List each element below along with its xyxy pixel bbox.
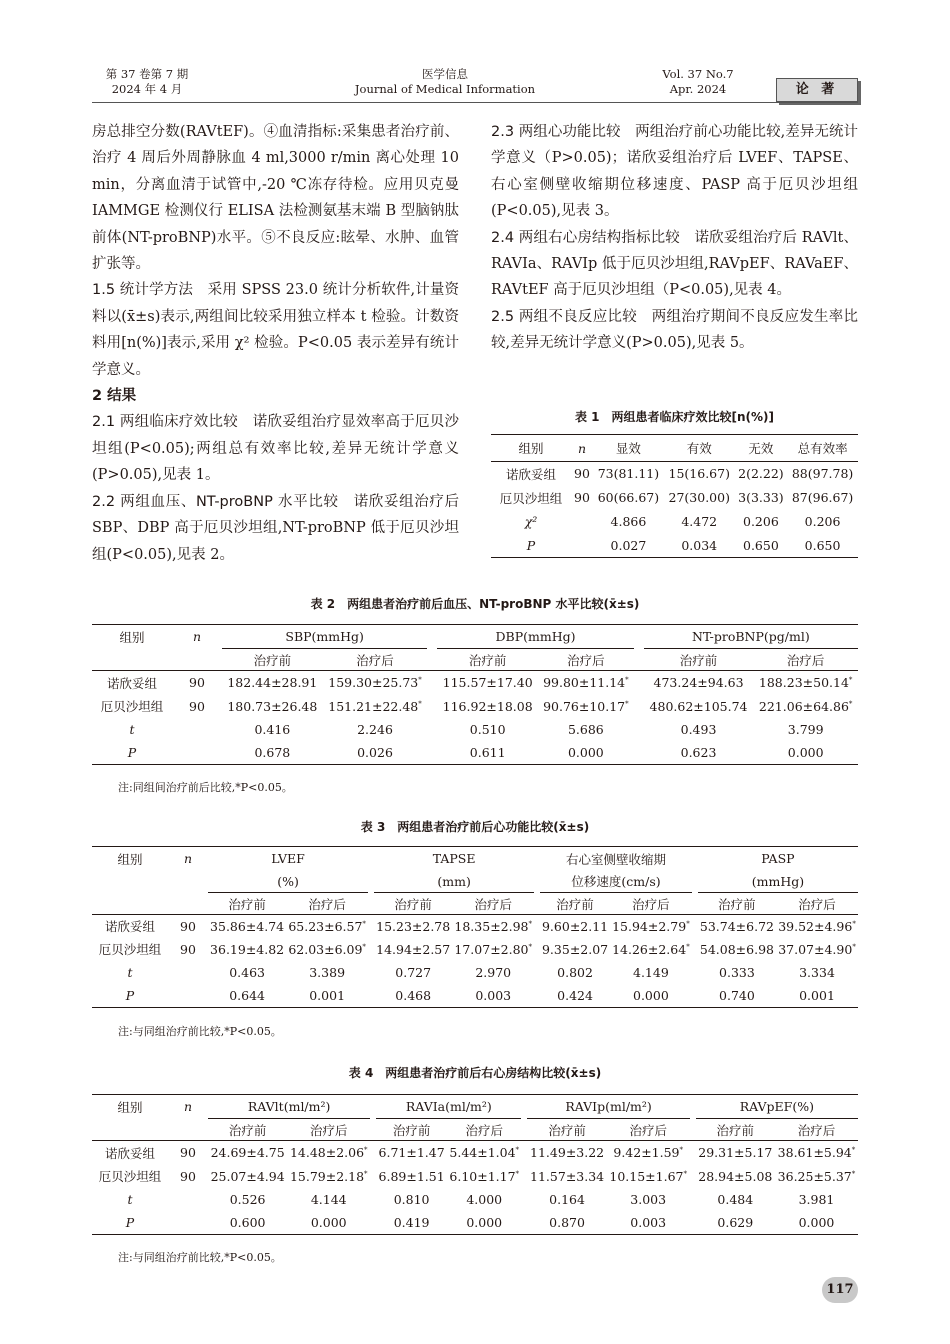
table4-header-group: 组别 — [117, 1099, 143, 1115]
table4-empty — [92, 1119, 168, 1141]
table4-sub-before: 治疗前 — [716, 1122, 755, 1138]
table3-cell: P — [125, 987, 135, 1003]
table4-cell — [168, 1211, 208, 1235]
table1-cell: χ² — [524, 514, 538, 529]
table2-gap — [634, 671, 644, 695]
table3-cell: 厄贝沙坦组 — [98, 942, 162, 957]
table3-cell: 0.802 — [557, 964, 593, 980]
table1-header-cell: 有效 — [686, 441, 712, 456]
table3-cell — [168, 984, 208, 1008]
table1-cell: 0.206 — [743, 514, 779, 529]
table2-gap — [427, 671, 437, 695]
table3-cell: 0.463 — [229, 964, 265, 980]
table4-cell: 4.000 — [466, 1191, 503, 1207]
table2-cell: P — [127, 744, 137, 760]
journal-name — [330, 67, 560, 97]
table2-cell: t — [129, 721, 135, 737]
table2-cell: 99.80±11.14* — [543, 675, 629, 691]
table1-cell: 90 — [574, 466, 590, 482]
table2-cell — [172, 741, 222, 765]
header-rule — [92, 102, 858, 103]
table4-caption: 表 4 两组患者治疗前后右心房结构比较(x̄±s) — [348, 1066, 602, 1080]
table2-gap — [427, 649, 437, 671]
section-2-3-body: 两组治疗前心功能比较,差异无统计学意义（P>0.05)；诺欣妥组治疗后 LVEF、TAPSE、右心室侧壁收缩期位移速度、PASP 高于厄贝沙坦组(P<0.05),见表 3。 — [491, 124, 859, 220]
table1-cell: 88(97.78) — [791, 466, 854, 482]
table4-cell: 0.629 — [717, 1214, 754, 1230]
table3-cell: 15.23±2.78 — [376, 918, 451, 934]
table3-header-rv: 右心室侧壁收缩期 — [565, 851, 666, 867]
table2-cell — [172, 718, 222, 741]
table1-header-cell: 组别 — [518, 441, 544, 456]
section-2-5-heading: 2.5 两组不良反应比较 — [491, 308, 637, 325]
table4-cell: 10.15±1.67* — [609, 1168, 687, 1184]
table4-cell: 0.526 — [229, 1191, 266, 1207]
table2-cell: 473.24±94.63 — [653, 675, 744, 691]
table2-cell: 480.62±105.74 — [649, 698, 748, 714]
table4-cell: 3.981 — [798, 1191, 835, 1207]
table3-unit-rv: 位移速度(cm/s) — [540, 871, 692, 893]
table3-header-pasp: PASP — [761, 851, 795, 867]
table4-cell — [168, 1188, 208, 1211]
table2-cell: 0.000 — [567, 744, 604, 760]
table1-cell: 0.650 — [804, 537, 841, 553]
table4-cell: 90 — [180, 1168, 196, 1184]
table3-empty — [92, 871, 168, 893]
table2-gap — [634, 718, 644, 741]
section-2-1-body: 诺欣妥组治疗显效率高于厄贝沙坦组(P<0.05);两组总有效率比较,差异无统计学意义(P>0.05),见表 1。 — [92, 414, 460, 484]
results-heading: 2 结果 — [92, 388, 137, 405]
table3-cell: 3.389 — [309, 964, 346, 980]
table2-gap — [427, 695, 437, 718]
section-2-3 — [491, 119, 858, 225]
table1-cell: 27(30.00) — [668, 490, 730, 505]
table4-cell: 3.003 — [630, 1191, 667, 1207]
table4-note: 注:与同组治疗前比较,*P<0.05。 — [118, 1251, 282, 1264]
table2-cell: 0.623 — [680, 744, 717, 760]
table2-header-n: n — [192, 629, 202, 645]
table4-cell: 4.144 — [310, 1191, 347, 1207]
journal-volume — [92, 67, 202, 97]
table4-cell: 0.003 — [630, 1214, 667, 1230]
table4-sub-after: 治疗后 — [465, 1122, 503, 1138]
table4-cell: 29.31±5.17 — [698, 1145, 773, 1161]
table3-cell: 4.149 — [633, 964, 669, 980]
table2-header-dbp: DBP(mmHg) — [437, 625, 633, 649]
table3-cell: 0.000 — [633, 987, 669, 1003]
table3-cell: 17.07±2.80* — [454, 941, 532, 957]
table3-cell: 37.07±4.90* — [778, 941, 856, 957]
table3-cell: 18.35±2.98* — [454, 918, 532, 934]
table4-cell: 5.44±1.04* — [449, 1145, 520, 1161]
table1-cell: 诺欣妥组 — [505, 466, 556, 482]
table3-note: 注:与同组治疗前比较,*P<0.05。 — [118, 1025, 282, 1038]
table3-cell: 诺欣妥组 — [104, 919, 155, 935]
table4-cell: 6.71±1.47 — [378, 1145, 445, 1161]
table3-cell: 2.970 — [475, 964, 512, 980]
table2-cell: 159.30±25.73* — [328, 675, 422, 691]
section-2-5-body: 两组治疗期间不良反应发生率比较,差异无统计学意义(P>0.05),见表 5。 — [491, 308, 859, 352]
table3-header-lvef: LVEF — [271, 851, 305, 867]
issue-date: 2024 年 4 月 — [111, 82, 183, 96]
table3-cell: 9.35±2.07 — [541, 941, 609, 957]
volume-issue: 第 37 卷第 7 期 — [105, 67, 189, 81]
table2-cell: 5.686 — [567, 721, 604, 737]
table3-cell: 9.60±2.11 — [541, 918, 609, 934]
table3-cell: t — [127, 964, 133, 980]
table1-cell: 15(16.67) — [668, 466, 730, 482]
table3-header-group: 组别 — [117, 851, 143, 867]
table4-sub-after: 治疗后 — [309, 1122, 348, 1138]
table4-header-ravpef: RAVpEF(%) — [696, 1095, 858, 1119]
table4-cell: 0.164 — [549, 1191, 585, 1207]
table4-cell: t — [127, 1191, 133, 1207]
section-2-4-body: 诺欣妥组治疗后 RAVlt、RAVIa、RAVIp 低于厄贝沙坦组,RAVpEF、RAVaEF、RAVtEF 高于厄贝沙坦组（P<0.05),见表 4。 — [491, 229, 859, 299]
section-badge: 论 著 — [776, 78, 858, 102]
table2-gap — [427, 625, 437, 649]
table3-cell: 90 — [180, 918, 196, 934]
table2-cell: 诺欣妥组 — [106, 675, 157, 691]
table1-cell: 4.472 — [681, 514, 718, 529]
table4-cell: 90 — [180, 1145, 196, 1161]
table4-sub-before: 治疗前 — [548, 1122, 586, 1138]
table3-sub-after: 治疗后 — [474, 896, 512, 912]
table1-cell: 73(81.11) — [597, 466, 660, 482]
table4-header-n: n — [183, 1099, 193, 1115]
table4-cell: 9.42±1.59* — [613, 1145, 684, 1161]
table4-header-ravia: RAVIa(ml/m²) — [376, 1095, 521, 1119]
table4-cell: 36.25±5.37* — [777, 1168, 856, 1184]
table3-unit-lvef: (%) — [208, 871, 368, 893]
table4-cell: 0.419 — [393, 1214, 430, 1230]
issue-date-en: Apr. 2024 — [669, 82, 727, 96]
table1-cell: 90 — [574, 490, 590, 505]
volume-issue-en: Vol. 37 No.7 — [662, 67, 734, 81]
table3-caption: 表 3 两组患者治疗前后心功能比较(x̄±s) — [360, 820, 590, 834]
table3 — [92, 846, 858, 1008]
table1-cell: P — [526, 537, 536, 553]
table1-cell: 厄贝沙坦组 — [499, 490, 563, 506]
table2-sub-before: 治疗前 — [468, 652, 507, 668]
table2-gap — [634, 695, 644, 718]
table1-caption: 表 1 两组患者临床疗效比较[n(%)] — [574, 410, 775, 424]
table2-header-ntprobnp: NT-proBNP(pg/ml) — [644, 625, 858, 649]
table3-cell: 14.94±2.57 — [376, 941, 451, 957]
table2-caption: 表 2 两组患者治疗前后血压、NT-proBNP 水平比较(x̄±s) — [310, 597, 640, 611]
table2-gap — [427, 718, 437, 741]
table3-empty — [168, 871, 208, 893]
table2-gap — [634, 741, 644, 765]
table4 — [92, 1094, 858, 1235]
table2-cell: 0.678 — [254, 744, 291, 760]
table3-cell: 15.94±2.79* — [612, 918, 690, 934]
table2-sub-after: 治疗后 — [356, 652, 394, 668]
table2-cell: 2.246 — [357, 721, 393, 737]
table4-cell: 6.10±1.17* — [449, 1168, 520, 1184]
table3-sub-after: 治疗后 — [632, 896, 670, 912]
table4-sub-before: 治疗前 — [228, 1122, 267, 1138]
table2-empty — [92, 649, 172, 671]
table3-cell: 0.333 — [719, 964, 755, 980]
table2-gap — [634, 649, 644, 671]
table1-cell: 0.034 — [681, 537, 718, 553]
table3-cell: 0.003 — [475, 987, 512, 1003]
table4-cell: P — [125, 1214, 135, 1230]
table3-header-tapse: TAPSE — [432, 851, 476, 867]
right-column — [491, 119, 858, 357]
table2-cell: 116.92±18.08 — [442, 698, 533, 714]
table3-unit-pasp: (mmHg) — [698, 871, 858, 893]
table2-cell: 0.493 — [680, 721, 717, 737]
table4-cell: 11.49±3.22 — [530, 1145, 605, 1161]
table3-cell: 0.727 — [395, 964, 432, 980]
methods-paragraph: 房总排空分数(RAVtEF)。④血清指标:采集患者治疗前、治疗 4 周后外周静脉血 4 ml,3000 r/min 离心处理 10 min，分离血清于试管中,-20 ℃冻存待检。应用贝克曼 IAMMGE 检测仪行 ELISA 法检测氨基末端 B 型脑钠肽前体(NT-proBNP)水平。⑤不良反应:眩晕、水肿、血管扩张等。 — [92, 124, 459, 273]
journal-name-cn: 医学信息 — [422, 67, 468, 81]
table2-cell: 0.416 — [254, 721, 291, 737]
table4-cell: 6.89±1.51 — [378, 1168, 445, 1184]
table3-cell: 0.468 — [395, 987, 432, 1003]
page-number: 117 — [822, 1277, 858, 1303]
table4-cell: 0.810 — [393, 1191, 430, 1207]
table2-cell: 厄贝沙坦组 — [100, 699, 164, 714]
table3-sub-before: 治疗前 — [718, 896, 756, 912]
table1-cell: 4.866 — [610, 514, 647, 529]
table2-cell: 90 — [189, 698, 205, 714]
table1 — [491, 434, 858, 558]
table3-empty — [92, 893, 168, 915]
table2-cell: 180.73±26.48 — [227, 698, 318, 714]
table2-cell: 151.21±22.48* — [328, 698, 422, 714]
section-2-2-heading: 2.2 两组血压、NT-proBNP 水平比较 — [92, 493, 339, 510]
table2-header-group: 组别 — [119, 629, 145, 645]
table1-header-cell: 显效 — [615, 441, 641, 456]
section-1-5-heading: 1.5 统计学方法 — [92, 282, 193, 299]
table2-cell: 182.44±28.91 — [227, 675, 318, 691]
table3-sub-after: 治疗后 — [798, 896, 836, 912]
section-2-5 — [491, 304, 858, 357]
table3-cell: 0.001 — [309, 987, 346, 1003]
table3-empty — [168, 893, 208, 915]
table2-header-sbp: SBP(mmHg) — [222, 625, 427, 649]
section-2-2 — [92, 489, 459, 568]
table2-cell: 0.000 — [787, 744, 824, 760]
table2-sub-after: 治疗后 — [786, 652, 825, 668]
table2-sub-after: 治疗后 — [567, 652, 605, 668]
table2-note: 注:同组间治疗前后比较,*P<0.05。 — [118, 781, 293, 794]
table4-header-ravip: RAVIp(ml/m²) — [527, 1095, 689, 1119]
table3-cell: 3.334 — [799, 964, 835, 980]
table2-gap — [427, 741, 437, 765]
table1-cell: 0.650 — [743, 537, 779, 553]
table1-header-cell: 总有效率 — [797, 441, 848, 456]
section-2-3-heading: 2.3 两组心功能比较 — [491, 124, 621, 140]
table1-cell: 0.206 — [804, 514, 841, 529]
table4-cell: 25.07±4.94 — [210, 1168, 285, 1184]
table2-sub-before: 治疗前 — [679, 652, 718, 668]
table1-header-cell: n — [577, 440, 587, 456]
table2-cell: 0.611 — [469, 744, 506, 760]
journal-name-en: Journal of Medical Information — [354, 82, 536, 96]
section-2-4-heading: 2.4 两组右心房结构指标比较 — [491, 229, 680, 246]
table3-cell: 54.08±6.98 — [699, 941, 774, 957]
table4-cell: 28.94±5.08 — [698, 1168, 773, 1184]
table3-sub-before: 治疗前 — [394, 896, 432, 912]
table4-sub-after: 治疗后 — [797, 1122, 836, 1138]
table2-cell: 3.799 — [787, 721, 824, 737]
table2-cell: 0.026 — [357, 744, 393, 760]
table3-sub-before: 治疗前 — [228, 896, 266, 912]
table2-cell: 188.23±50.14* — [758, 675, 853, 691]
table4-cell: 0.000 — [310, 1214, 347, 1230]
table4-cell: 0.600 — [229, 1214, 266, 1230]
table3-cell — [168, 961, 208, 984]
table3-cell: 35.86±4.74 — [210, 918, 285, 934]
table1-cell: 87(96.67) — [791, 490, 854, 505]
table1-cell: 3(3.33) — [738, 490, 784, 505]
table4-header-ravlt: RAVlt(ml/m²) — [208, 1095, 370, 1119]
table4-cell: 11.57±3.34 — [530, 1168, 605, 1184]
table4-sub-after: 治疗后 — [629, 1122, 667, 1138]
journal-volume-en — [648, 67, 748, 97]
table3-cell: 53.74±6.72 — [699, 918, 774, 934]
table4-cell: 0.484 — [717, 1191, 754, 1207]
table3-sub-before: 治疗前 — [556, 896, 594, 912]
table2-cell: 221.06±64.86* — [758, 698, 853, 714]
left-column — [92, 119, 459, 568]
table2-cell: 0.510 — [469, 721, 506, 737]
table3-cell: 14.26±2.64* — [612, 941, 690, 957]
table3-header-n: n — [183, 851, 193, 867]
table4-cell: 14.48±2.06* — [289, 1145, 368, 1161]
table3-cell: 36.19±4.82 — [210, 941, 285, 957]
table1-cell: 2(2.22) — [738, 466, 784, 482]
table1-header-cell: 无效 — [748, 441, 774, 456]
table3-cell: 65.23±6.57* — [288, 918, 366, 934]
table4-empty — [168, 1119, 208, 1141]
table3-cell: 90 — [180, 941, 196, 957]
table1-cell: 60(66.67) — [597, 490, 660, 505]
table3-cell: 0.740 — [719, 987, 755, 1003]
table4-cell: 0.870 — [549, 1214, 585, 1230]
table4-cell: 0.000 — [466, 1214, 503, 1230]
table2-sub-before: 治疗前 — [253, 652, 292, 668]
table1-cell — [571, 510, 593, 534]
section-2-2-body: 诺欣妥组治疗后 SBP、DBP 高于厄贝沙坦组,NT-proBNP 低于厄贝沙坦组(P<0.05),见表 2。 — [92, 493, 460, 563]
table2-gap — [634, 625, 644, 649]
table2-cell: 90 — [189, 675, 205, 691]
table3-cell: 62.03±6.09* — [288, 941, 366, 957]
section-2-1-heading: 2.1 两组临床疗效比较 — [92, 414, 238, 431]
table3-cell: 0.424 — [557, 987, 593, 1003]
table3-sub-after: 治疗后 — [308, 896, 346, 912]
table3-cell: 39.52±4.96* — [778, 918, 856, 934]
table4-cell: 诺欣妥组 — [104, 1145, 155, 1161]
table4-cell: 0.000 — [798, 1214, 835, 1230]
table2-cell: 90.76±10.17* — [543, 698, 629, 714]
table4-cell: 15.79±2.18* — [289, 1168, 368, 1184]
table4-cell: 38.61±5.94* — [777, 1145, 856, 1161]
section-1-5 — [92, 277, 459, 383]
section-2-1 — [92, 409, 459, 488]
table2-cell: 115.57±17.40 — [442, 675, 533, 691]
table4-cell: 厄贝沙坦组 — [98, 1169, 162, 1184]
table3-cell: 0.001 — [799, 987, 835, 1003]
table4-cell: 24.69±4.75 — [210, 1145, 285, 1161]
table1-cell: 0.027 — [610, 537, 647, 553]
table3-cell: 0.644 — [229, 987, 265, 1003]
section-1-5-body: 采用 SPSS 23.0 统计分析软件,计量资料以(x̄±s)表示,两组间比较采用独立样本 t 检验。计数资料用[n(%)]表示,采用 χ² 检验。P<0.05 表示差异有统计学意义。 — [92, 282, 459, 378]
table3-unit-tapse: (mm) — [374, 871, 534, 893]
section-2-4 — [491, 225, 858, 304]
table4-sub-before: 治疗前 — [392, 1122, 431, 1138]
table2 — [92, 624, 858, 765]
table2-empty — [172, 649, 222, 671]
table1-cell — [571, 534, 593, 558]
